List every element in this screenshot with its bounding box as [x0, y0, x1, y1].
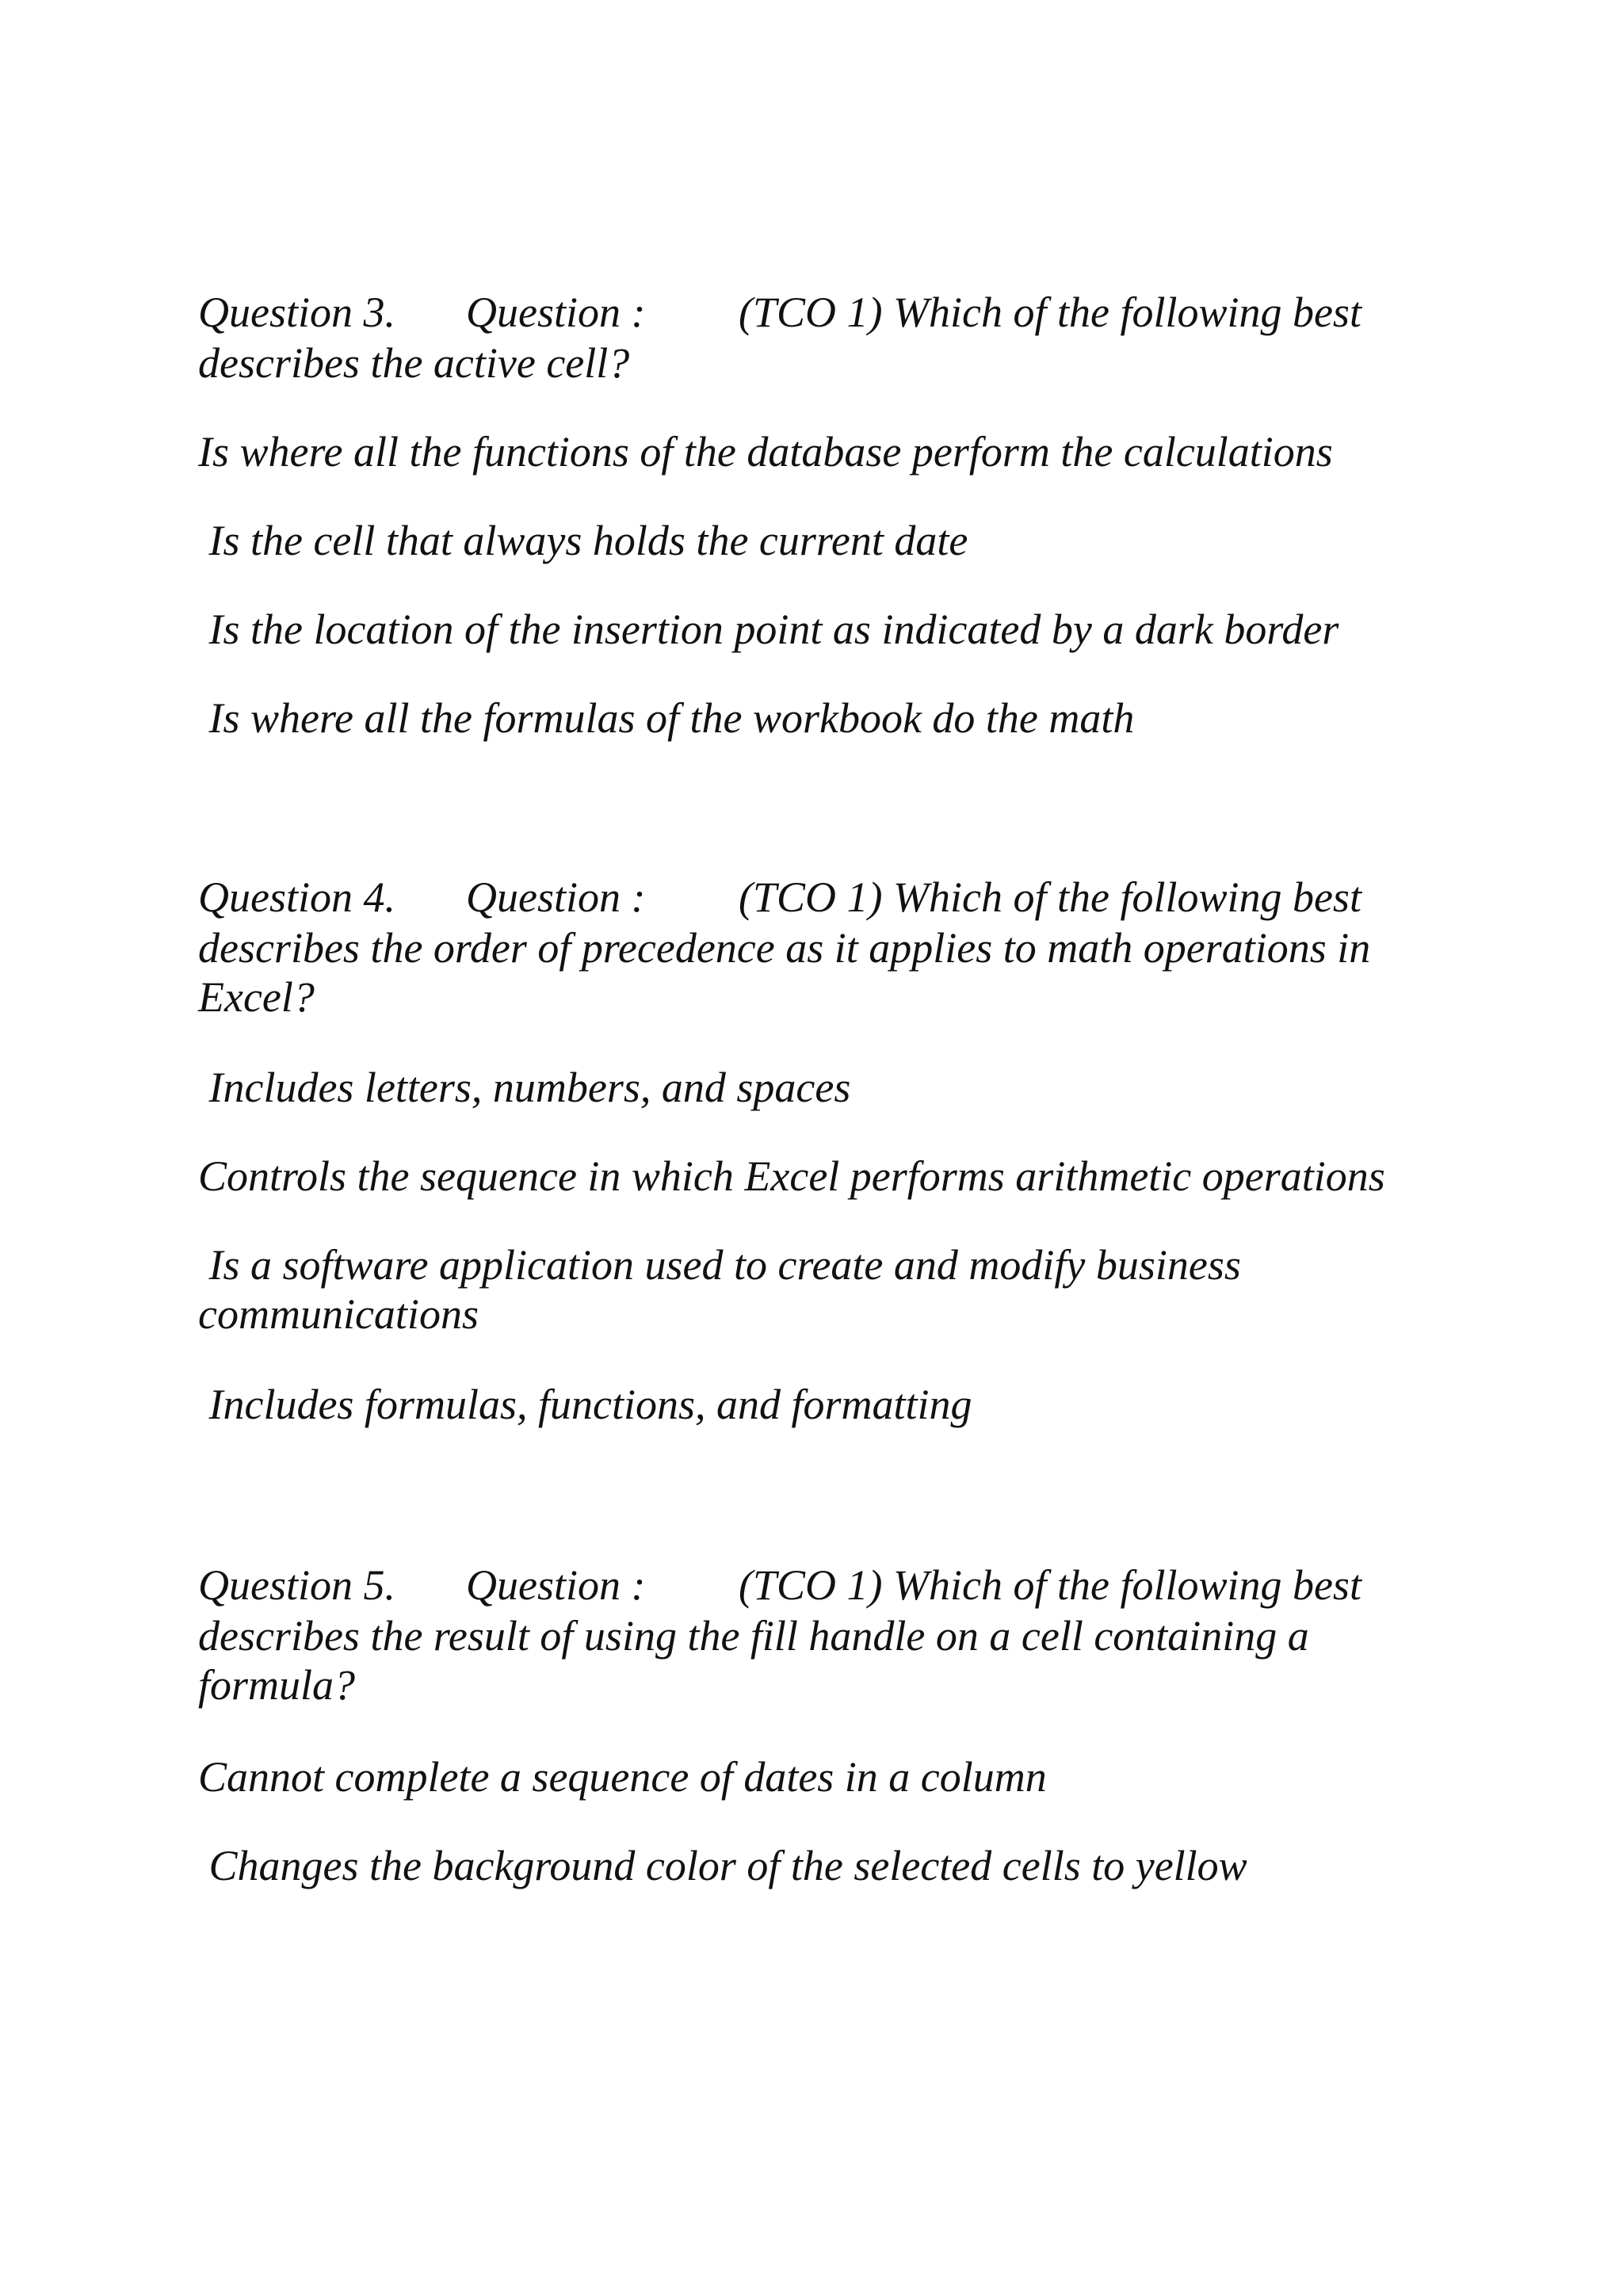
- question-label: Question :: [466, 288, 646, 336]
- answer-option: Cannot complete a sequence of dates in a column: [198, 1753, 1047, 1801]
- answer-option: Controls the sequence in which Excel performs arithmetic operations: [198, 1152, 1385, 1200]
- question-number: Question 4.: [198, 873, 395, 921]
- answer-option: Is where all the functions of the database perform the calculations: [198, 428, 1333, 476]
- question-prompt-start: (TCO 1) Which of the following best: [739, 288, 1361, 336]
- answer-option: Is the cell that always holds the current date: [198, 517, 968, 564]
- question-prompt-line: describes the order of precedence as it applies to math operations in: [198, 924, 1371, 972]
- question-prompt-start: (TCO 1) Which of the following best: [739, 873, 1361, 921]
- answer-option: Is the location of the insertion point as indicated by a dark border: [198, 606, 1339, 653]
- question-label: Question :: [466, 873, 646, 921]
- answer-option: Includes formulas, functions, and formatting: [198, 1381, 972, 1428]
- question-label: Question :: [466, 1561, 646, 1609]
- answer-option-continuation: communications: [198, 1290, 479, 1338]
- answer-option: Is where all the formulas of the workbook do the math: [198, 694, 1135, 742]
- question-prompt-line: formula?: [198, 1661, 356, 1709]
- answer-option: Changes the background color of the selected cells to yellow: [198, 1842, 1247, 1889]
- question-number: Question 3.: [198, 288, 395, 336]
- answer-option: Includes letters, numbers, and spaces: [198, 1064, 851, 1111]
- question-prompt-line: describes the active cell?: [198, 339, 630, 387]
- answer-option: Is a software application used to create and modify business: [198, 1241, 1241, 1289]
- question-prompt-line: Excel?: [198, 973, 315, 1021]
- question-number: Question 5.: [198, 1561, 395, 1609]
- question-prompt-line: describes the result of using the fill handle on a cell containing a: [198, 1612, 1309, 1660]
- question-prompt-start: (TCO 1) Which of the following best: [739, 1561, 1361, 1609]
